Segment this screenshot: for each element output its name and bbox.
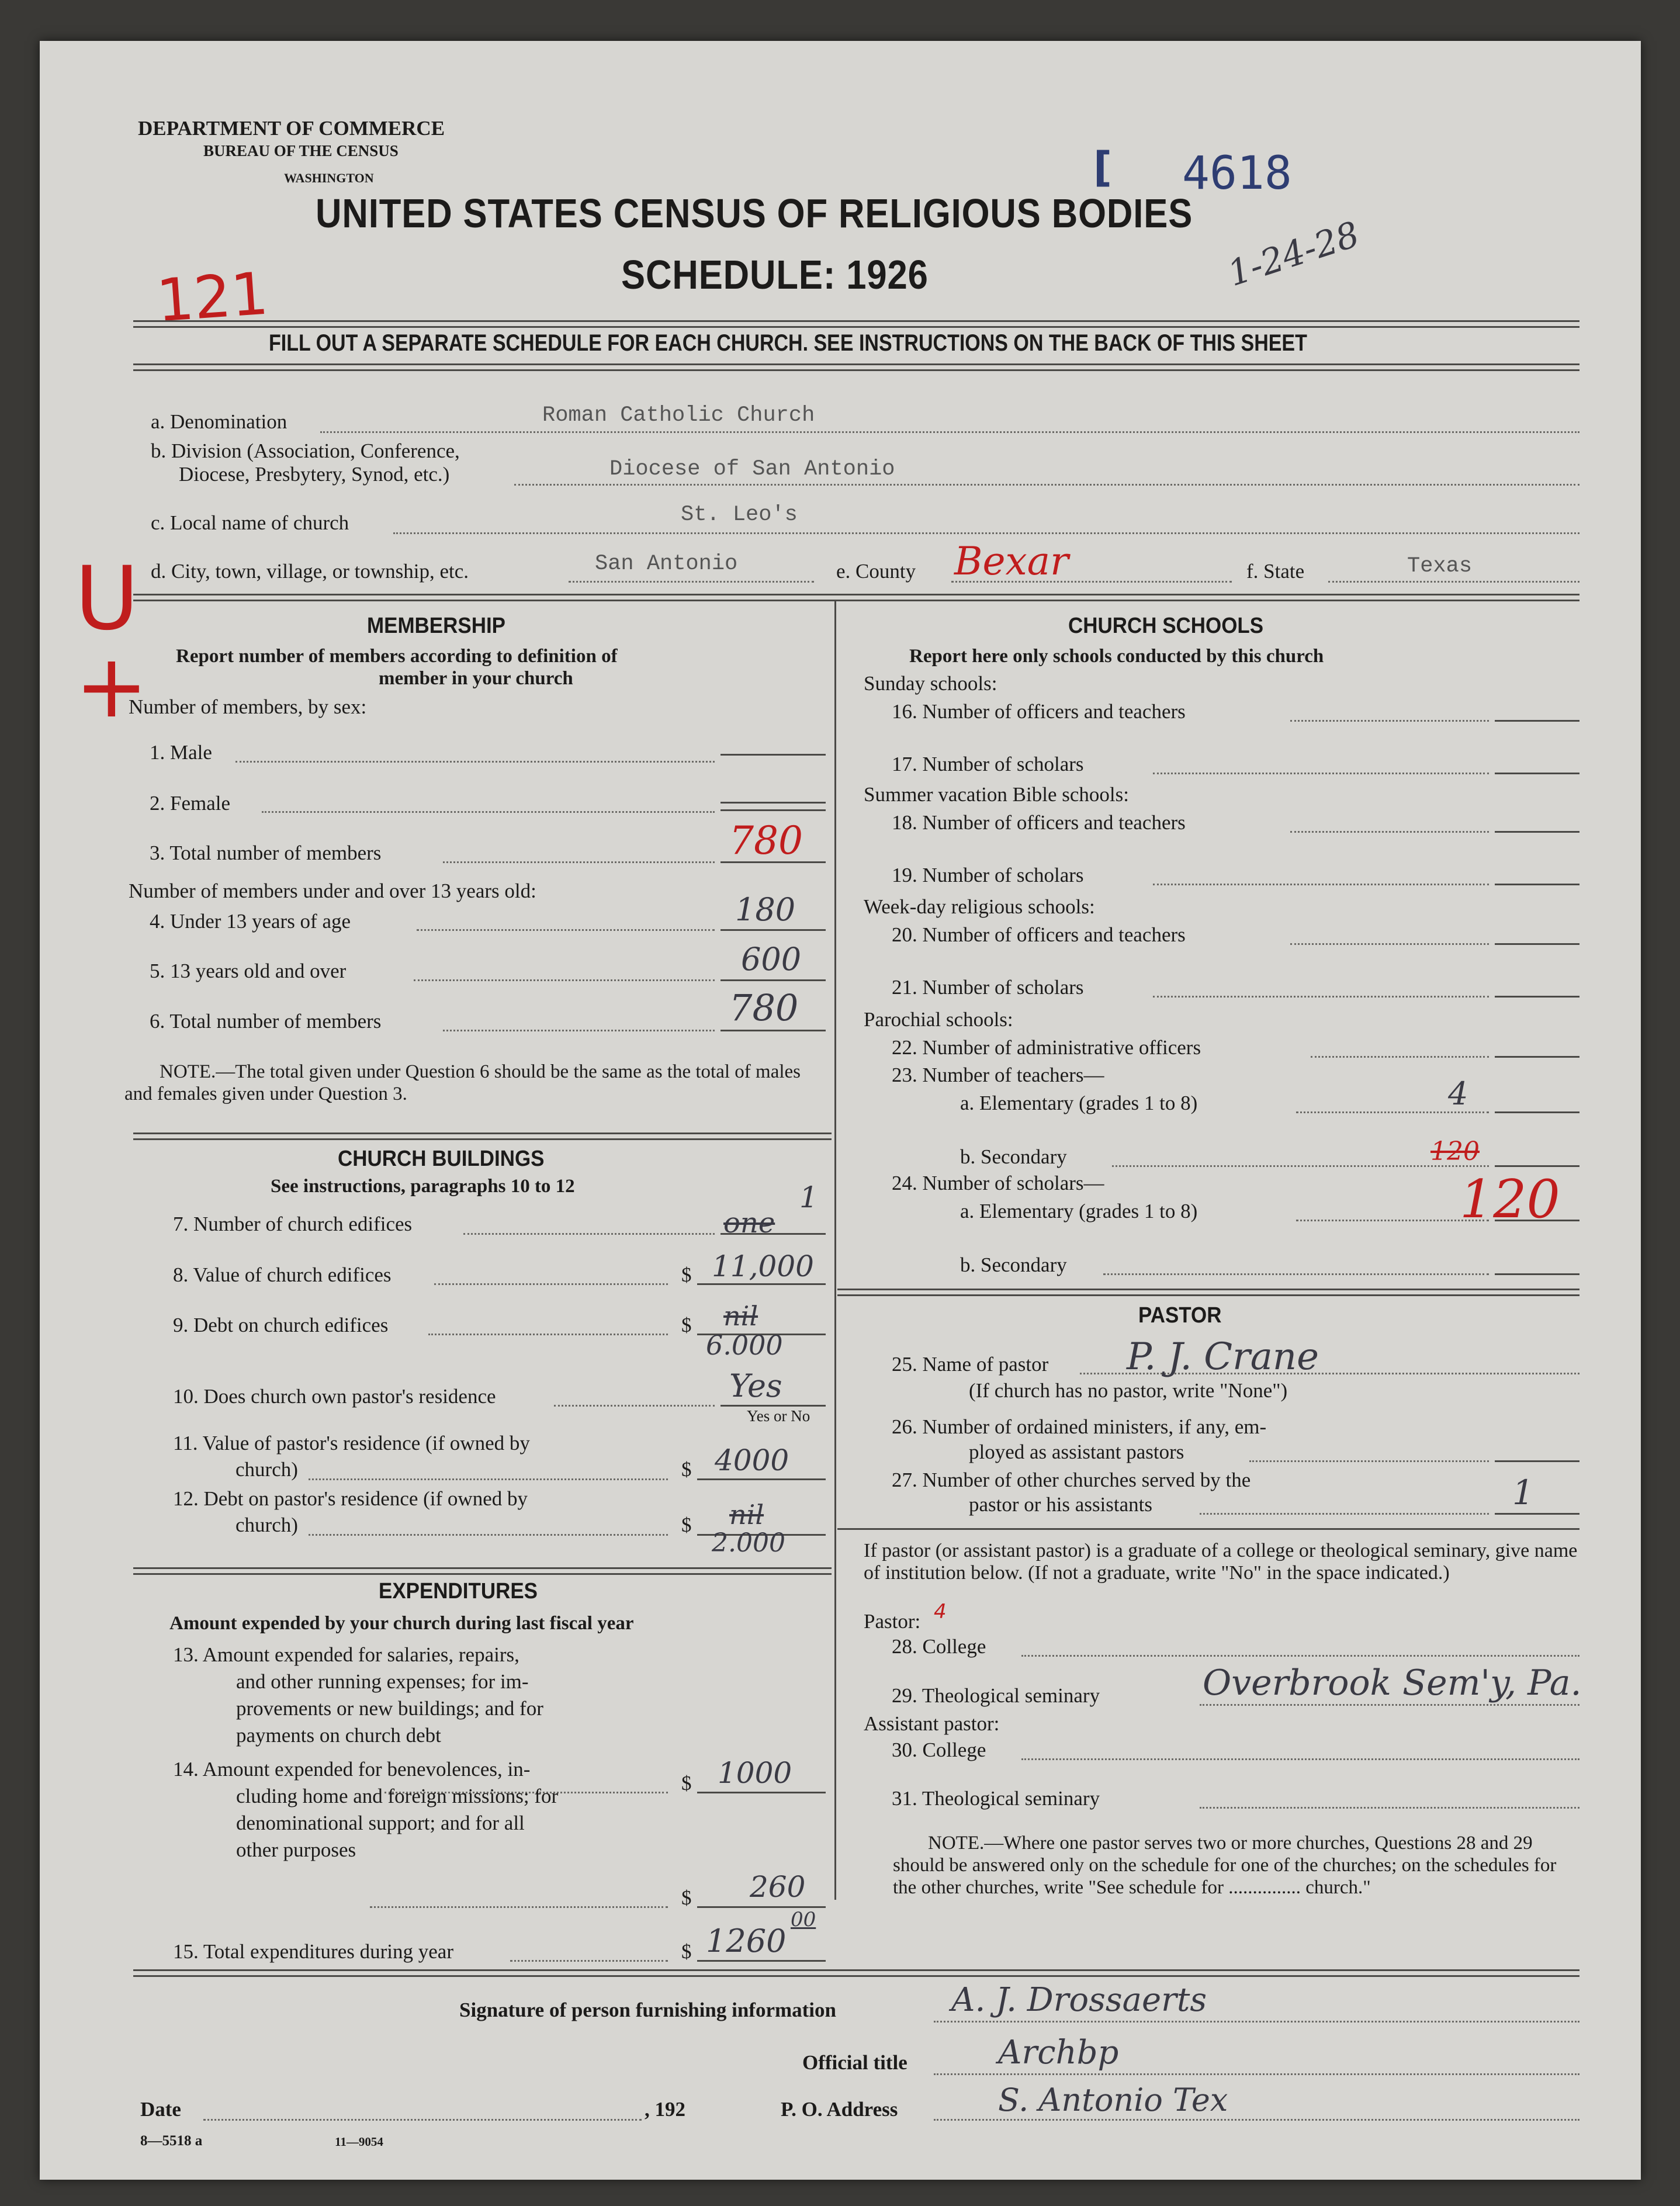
pastor-heading: PASTOR: [1138, 1303, 1222, 1328]
red-margin-mark: U+: [75, 548, 148, 737]
local-name-value[interactable]: St. Leo's: [681, 503, 798, 527]
denomination-value[interactable]: Roman Catholic Church: [542, 403, 815, 428]
city-label: d. City, town, village, or township, etc.: [151, 560, 469, 583]
q19-label: 19. Number of scholars: [892, 864, 1084, 886]
q15-value[interactable]: 1260: [706, 1923, 787, 1959]
q12-dollar: $: [681, 1514, 692, 1536]
q3-value[interactable]: 780: [729, 818, 803, 863]
separate-schedule-instruction: FILL OUT A SEPARATE SCHEDULE FOR EACH CHURCH. SEE INSTRUCTIONS ON THE BACK OF THIS SHEET: [269, 330, 1307, 356]
q12-value[interactable]: 2.000: [712, 1528, 785, 1558]
census-schedule-sheet: [40, 41, 1641, 2180]
q25-label: 25. Name of pastor: [892, 1353, 1049, 1376]
q22-label: 22. Number of administrative officers: [892, 1036, 1201, 1059]
members-by-age-label: Number of members under and over 13 years old:: [129, 879, 536, 902]
q11-dollar: $: [681, 1458, 692, 1481]
q12-struck-value: nil: [729, 1499, 764, 1530]
q13-dollar: $: [681, 1772, 692, 1795]
q18-label: 18. Number of officers and teachers: [892, 811, 1186, 834]
q4-value[interactable]: 180: [735, 891, 796, 928]
schools-heading: CHURCH SCHOOLS: [1068, 614, 1264, 638]
division-label-line1: b. Division (Association, Conference,: [151, 439, 460, 462]
pastor-note: NOTE.—Where one pastor serves two or more churches, Questions 28 and 29 should be answered only on the schedule for one of the churches; on the schedules for the other churches, write "See schedule for ............... church.": [893, 1833, 1557, 1898]
q13-label-line4: payments on church debt: [236, 1724, 441, 1747]
q7-label: 7. Number of church edifices: [173, 1213, 413, 1235]
members-by-sex-label: Number of members, by sex:: [129, 695, 367, 718]
division-label-line2: Diocese, Presbytery, Synod, etc.): [179, 463, 450, 486]
q6-label: 6. Total number of members: [150, 1010, 382, 1033]
q11-value[interactable]: 4000: [715, 1443, 789, 1477]
county-label: e. County: [836, 560, 916, 583]
q17-label: 17. Number of scholars: [892, 753, 1084, 775]
print-number: 11—9054: [335, 2135, 383, 2149]
pastor-sublabel: Pastor:: [864, 1610, 921, 1633]
q28-label: 28. College: [892, 1635, 986, 1658]
q15-cents: 00: [791, 1908, 816, 1931]
q10-hint: Yes or No: [747, 1407, 810, 1425]
q26-label-line1: 26. Number of ordained ministers, if any, em-: [892, 1415, 1267, 1438]
division-value[interactable]: Diocese of San Antonio: [609, 457, 895, 482]
q8-label: 8. Value of church edifices: [173, 1263, 392, 1286]
q20-label: 20. Number of officers and teachers: [892, 923, 1186, 946]
local-name-label: c. Local name of church: [151, 511, 349, 534]
state-value[interactable]: Texas: [1407, 554, 1473, 579]
number-bracket-mark: [: [1093, 143, 1112, 191]
signature-label: Signature of person furnishing information: [459, 1999, 836, 2021]
department-name: DEPARTMENT OF COMMERCE: [138, 117, 445, 140]
instruction-rule: [133, 363, 1579, 371]
date-year-prefix: , 192: [645, 2098, 685, 2121]
schools-instruction: Report here only schools conducted by this church: [909, 646, 1324, 667]
q26-label-line2: ployed as assistant pastors: [969, 1440, 1184, 1463]
q13-label-line1: 13. Amount expended for salaries, repairs,: [173, 1643, 519, 1666]
q13-value[interactable]: 1000: [718, 1756, 792, 1790]
q1-label: 1. Male: [150, 741, 212, 764]
buildings-heading: CHURCH BUILDINGS: [338, 1147, 545, 1171]
q11-label-line2: church): [235, 1458, 298, 1481]
sunday-schools-label: Sunday schools:: [864, 672, 997, 695]
q9-struck-value: nil: [723, 1300, 758, 1332]
q27-label-line2: pastor or his assistants: [969, 1493, 1153, 1516]
q27-label-line1: 27. Number of other churches served by the: [892, 1469, 1251, 1491]
q14-value[interactable]: 260: [750, 1870, 806, 1904]
q29-label: 29. Theological seminary: [892, 1684, 1100, 1707]
q23a-value[interactable]: 4: [1448, 1075, 1468, 1112]
membership-instruction-2: member in your church: [379, 668, 573, 689]
q6-value[interactable]: 780: [729, 986, 799, 1029]
membership-note: NOTE.—The total given under Question 6 should be the same as the total of males and females given under Question 3.: [124, 1061, 801, 1104]
weekday-schools-label: Week-day religious schools:: [864, 895, 1095, 918]
q5-label: 5. 13 years old and over: [150, 960, 347, 982]
q14-label-line2: cluding home and foreign missions; for: [236, 1785, 559, 1807]
schedule-number-stamp: 4618: [1182, 147, 1292, 200]
q23-label: 23. Number of teachers—: [892, 1064, 1104, 1086]
official-title-label: Official title: [802, 2051, 907, 2074]
q14-label-line4: other purposes: [236, 1838, 356, 1861]
parochial-schools-label: Parochial schools:: [864, 1008, 1013, 1031]
q25-hint: (If church has no pastor, write "None"): [969, 1379, 1288, 1402]
q12-label-line1: 12. Debt on pastor's residence (if owned by: [173, 1487, 528, 1510]
q24a-value[interactable]: 120: [1460, 1169, 1560, 1230]
q23b-struck-value: 120: [1430, 1137, 1480, 1166]
q11-label-line1: 11. Value of pastor's residence (if owned by: [173, 1432, 530, 1454]
q2-label: 2. Female: [150, 792, 231, 815]
q12-label-line2: church): [235, 1514, 298, 1536]
county-value[interactable]: Bexar: [954, 539, 1069, 584]
official-title-value[interactable]: Archbp: [998, 2034, 1119, 2072]
signature-value[interactable]: A. J. Drossaerts: [951, 1981, 1207, 2019]
q14-label-line3: denominational support; and for all: [236, 1812, 525, 1834]
po-address-value[interactable]: S. Antonio Tex: [998, 2082, 1228, 2118]
graduate-instruction: If pastor (or assistant pastor) is a graduate of a college or theological seminary, give name of institution below. (If not a graduate, write "No" in the space indicated.): [864, 1540, 1578, 1584]
q21-label: 21. Number of scholars: [892, 976, 1084, 999]
red-number-mark: 121: [154, 259, 271, 335]
q9-label: 9. Debt on church edifices: [173, 1314, 389, 1336]
buildings-instruction: See instructions, paragraphs 10 to 12: [271, 1176, 575, 1197]
q29-value[interactable]: Overbrook Sem'y, Pa.: [1203, 1663, 1582, 1703]
q24-label: 24. Number of scholars—: [892, 1172, 1104, 1194]
expenditures-heading: EXPENDITURES: [379, 1579, 538, 1604]
membership-instruction-1: Report number of members according to definition of: [176, 646, 618, 667]
q14-label-line1: 14. Amount expended for benevolences, in-: [173, 1758, 531, 1781]
q24b-label: b. Secondary: [960, 1253, 1067, 1276]
city-value[interactable]: San Antonio: [595, 552, 738, 576]
q24a-label: a. Elementary (grades 1 to 8): [960, 1200, 1198, 1223]
q10-label: 10. Does church own pastor's residence: [173, 1385, 496, 1408]
column-divider: [834, 600, 836, 1900]
bureau-city: WASHINGTON: [284, 171, 374, 185]
q27-value[interactable]: 1: [1512, 1473, 1534, 1512]
received-date-mark: 1-24-28: [1222, 213, 1364, 295]
q8-value[interactable]: 11,000: [712, 1249, 814, 1283]
bureau-name: BUREAU OF THE CENSUS: [203, 142, 399, 160]
q30-label: 30. College: [892, 1739, 986, 1761]
q3-label: 3. Total number of members: [150, 841, 382, 864]
membership-heading: MEMBERSHIP: [367, 614, 505, 638]
q23a-label: a. Elementary (grades 1 to 8): [960, 1092, 1198, 1114]
identification-rule: [133, 594, 1579, 601]
q14-dollar: $: [681, 1886, 692, 1909]
title-rule: [133, 320, 1579, 328]
q9-dollar: $: [681, 1314, 692, 1336]
q7-value[interactable]: 1: [799, 1180, 818, 1214]
q15-label: 15. Total expenditures during year: [173, 1940, 453, 1963]
q9-value[interactable]: 6.000: [706, 1329, 783, 1361]
q23b-label: b. Secondary: [960, 1145, 1067, 1168]
q15-dollar: $: [681, 1940, 692, 1963]
form-title: UNITED STATES CENSUS OF RELIGIOUS BODIES: [316, 191, 1193, 236]
denomination-label: a. Denomination: [151, 410, 287, 433]
q5-value[interactable]: 600: [741, 941, 802, 978]
q10-value[interactable]: Yes: [729, 1367, 782, 1404]
q7-struck-value: one: [723, 1207, 775, 1239]
schedule-year: SCHEDULE: 1926: [621, 252, 929, 297]
form-number: 8—5518 a: [140, 2133, 203, 2149]
q13-label-line3: provements or new buildings; and for: [236, 1697, 543, 1720]
pastor-mark: 4: [934, 1600, 947, 1623]
q25-value[interactable]: P. J. Crane: [1127, 1335, 1319, 1379]
po-address-label: P. O. Address: [781, 2098, 898, 2121]
q13-label-line2: and other running expenses; for im-: [236, 1670, 529, 1693]
date-label: Date: [140, 2098, 181, 2121]
assistant-pastor-sublabel: Assistant pastor:: [864, 1712, 1000, 1735]
q4-label: 4. Under 13 years of age: [150, 910, 351, 933]
q31-label: 31. Theological seminary: [892, 1787, 1100, 1810]
q16-label: 16. Number of officers and teachers: [892, 700, 1186, 723]
q8-dollar: $: [681, 1263, 692, 1286]
state-label: f. State: [1246, 560, 1305, 583]
summer-schools-label: Summer vacation Bible schools:: [864, 783, 1129, 806]
expenditures-instruction: Amount expended by your church during last fiscal year: [169, 1613, 634, 1634]
